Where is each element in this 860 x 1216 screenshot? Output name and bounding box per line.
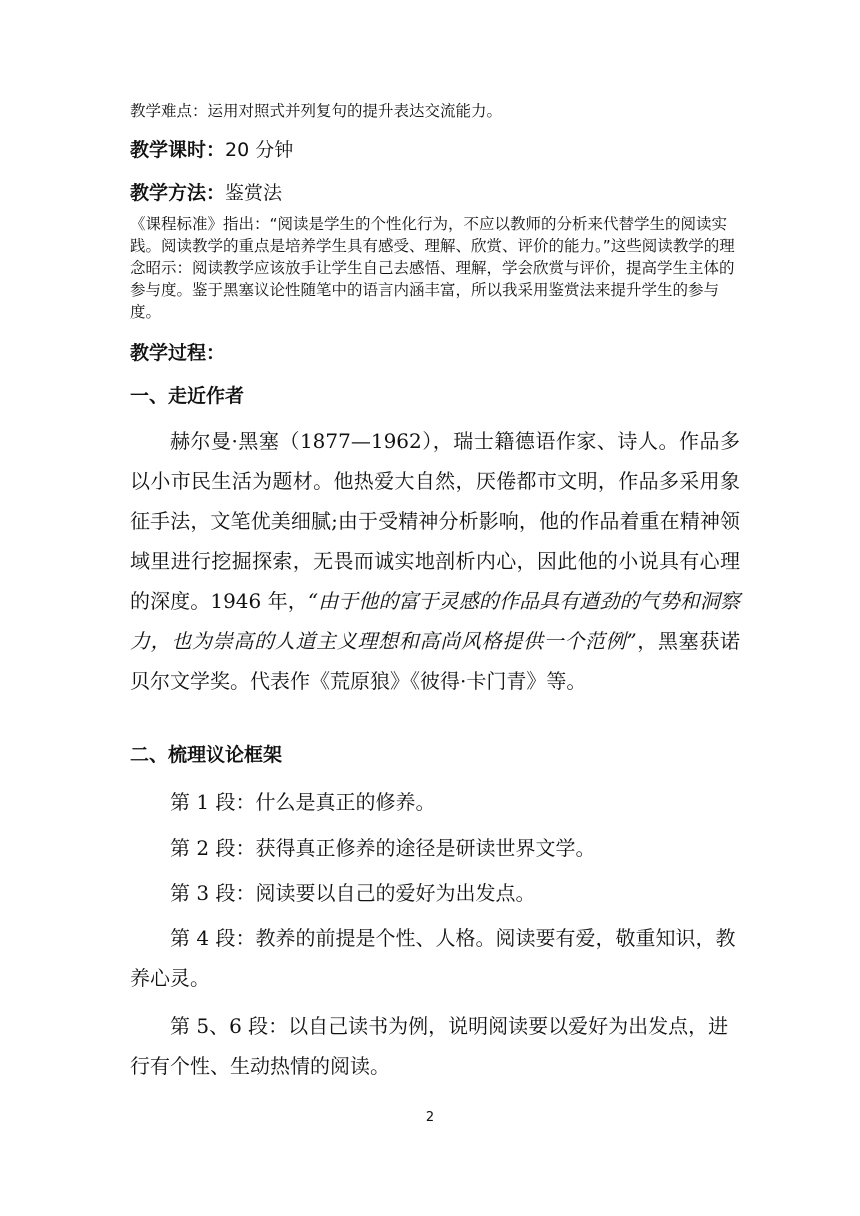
process-heading xyxy=(130,340,225,366)
section2-heading-text: 二、梳理议论框架 xyxy=(130,744,283,766)
framework-item: 第 2 段：获得真正修养的途径是研读世界文学。 xyxy=(170,836,596,860)
teaching-hours xyxy=(130,137,293,163)
teaching-hours-label: 教学课时： xyxy=(130,139,226,161)
section1-heading xyxy=(130,383,244,409)
author-text-before: 赫尔曼·黑塞（1877—1962），瑞士籍德语作家、诗人。作品多以小市民生活为题材。他热爱大自然，厌倦都市文明，作品多采用象征手法，文笔优美细腻;由于受精神分析影响，他的作品着重在精神领域里进行挖掘探索，无畏而诚实地剖析内心，因此他的小说具有心理的深度。1946 年， xyxy=(130,429,740,613)
process-heading-text: 教学过程： xyxy=(130,342,226,364)
teaching-method xyxy=(130,180,282,206)
section1-heading-text: 一、走近作者 xyxy=(130,385,245,407)
author-quote: “由于他的富于灵感的作品具有遒劲的气势和洞察力，也为崇高的人道主义理想和高尚风格提供一个范例” xyxy=(130,589,740,653)
author-text-after: ，黑塞获诺贝尔文学奖。代表作《荒原狼》《彼得·卡门青》等。 xyxy=(130,629,741,693)
section2-heading xyxy=(130,742,282,768)
teaching-difficulty: 教学难点：运用对照式并列复句的提升表达交流能力。 xyxy=(130,102,503,120)
author-paragraph xyxy=(130,421,740,701)
page-number: 2 xyxy=(425,1110,435,1125)
framework-item: 第 3 段：阅读要以自己的爱好为出发点。 xyxy=(170,881,536,905)
teaching-method-value: 鉴赏法 xyxy=(225,182,283,204)
framework-item: 第 5、6 段：以自己读书为例，说明阅读要以爱好为出发点，进行有个性、生动热情的阅读。 xyxy=(130,1014,729,1078)
framework-item: 第 4 段：教养的前提是个性、人格。阅读要有爱，敬重知识，教养心灵。 xyxy=(130,926,736,990)
teaching-method-label: 教学方法： xyxy=(130,182,226,204)
curriculum-standard-paragraph: 《课程标准》指出：“阅读是学生的个性化行为，不应以教师的分析来代替学生的阅读实践。阅读教学的重点是培养学生具有感受、理解、欣赏、评价的能力。”这些阅读教学的理念昭示：阅读教学应该放手让学生自己去感悟、理解，学会欣赏与评价，提高学生主体的参与度。鉴于黑塞议论性随笔中的语言内涵丰富，所以我采用鉴赏法来提升学生的参与度。 xyxy=(130,215,735,321)
framework-item: 第 1 段：什么是真正的修养。 xyxy=(170,790,436,814)
teaching-hours-value: 20 分钟 xyxy=(225,139,294,161)
